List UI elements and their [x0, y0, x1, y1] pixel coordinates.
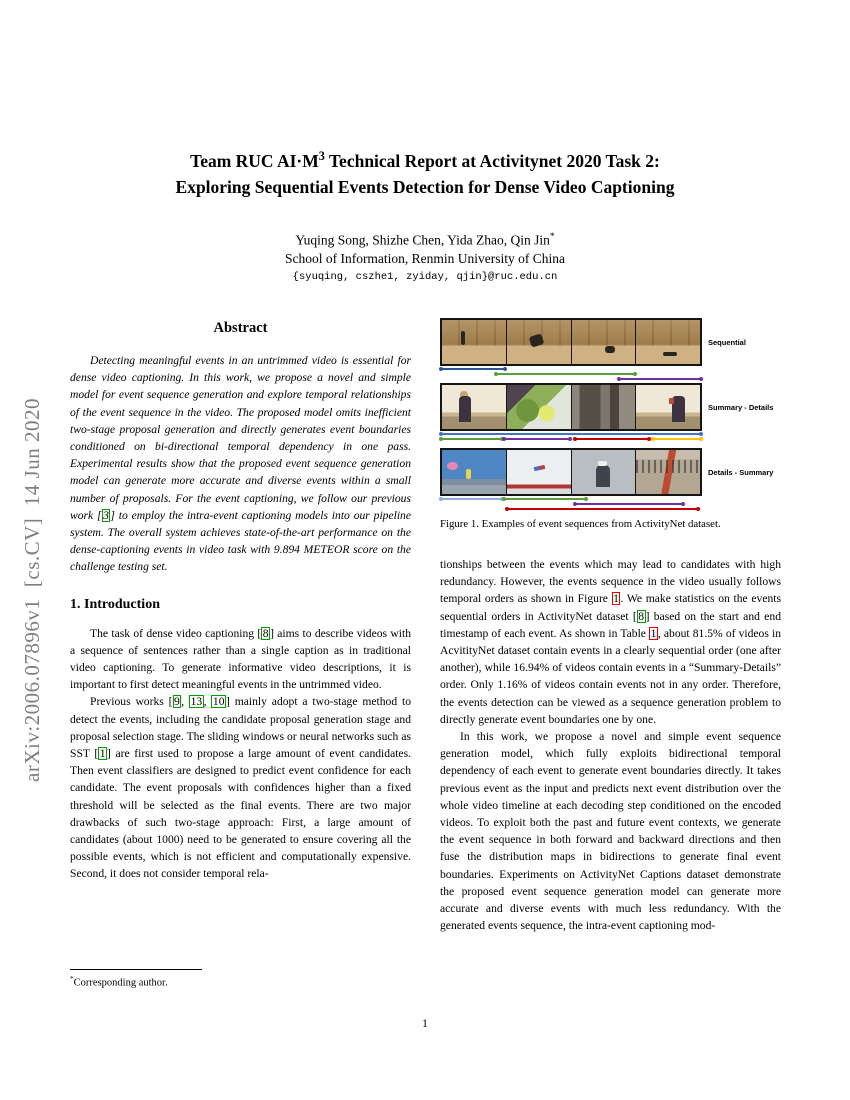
sequence-type-label: Summary - Details [708, 402, 774, 412]
event-endpoint-dot [681, 502, 685, 506]
intro-paragraph-2 [70, 693, 411, 882]
citation-link[interactable]: 10 [212, 695, 225, 709]
event-span [440, 433, 702, 435]
figure-rows [440, 318, 781, 513]
affiliation: School of Information, Renmin University of China [284, 250, 566, 266]
text-run: The task of dense video captioning [ [90, 626, 262, 640]
event-endpoint-dot [573, 437, 577, 441]
right-column [440, 318, 781, 934]
figure-row [440, 318, 781, 383]
sequence-type-label: Sequential [708, 337, 746, 347]
event-span [495, 373, 636, 375]
frame-woman-kitchen [442, 385, 506, 429]
event-span [574, 438, 650, 440]
figure-row [440, 383, 781, 448]
frame-interview-man [572, 450, 636, 494]
text-run: , about 81.5% of videos in AcvitityNet dataset contain events in a clearly sequential order (one after another), while 16.94% of videos contain events in a “Summary-Details” order. Only 1.16% of videos contain events not in any order. Therefore, the events detection can be viewed as a sequence generation problem to directly generate event boundaries one by one. [440, 626, 781, 726]
event-span [440, 438, 503, 440]
paper-title [0, 143, 850, 200]
event-endpoint-dot [439, 497, 443, 501]
footnote [70, 969, 411, 989]
superscript: * [549, 232, 555, 242]
citation-link[interactable]: 8 [638, 609, 645, 623]
event-endpoint-dot [439, 437, 443, 441]
sequence-type-label: Details - Summary [708, 467, 774, 477]
text-run: , [203, 695, 212, 709]
event-span [574, 503, 684, 505]
frame-dancer-leaping [507, 320, 571, 364]
event-endpoint-dot [699, 432, 703, 436]
citation-link[interactable]: 9 [174, 695, 180, 709]
text-run: Yuqing Song, Shizhe Chen, Yida Zhao, Qin Jin [295, 232, 550, 248]
event-endpoint-dot [439, 432, 443, 436]
author-block [0, 228, 850, 287]
section-heading-introduction: 1. Introduction [70, 596, 160, 612]
event-span [652, 438, 702, 440]
text-run: ] to employ the intra-event captioning models into our pipeline system. The overall system achieves state-of-the-art performance on the dense-captioning events in video task with 9.894 METEOR score on the challenge testing set. [70, 508, 411, 574]
footnote-rule [70, 969, 202, 970]
text-run: ] based on the start and end timestamp of each event. As shown in Table [440, 609, 781, 640]
event-endpoint-dot [696, 507, 700, 511]
abstract-text [70, 352, 411, 576]
frame-greens-closeup [507, 385, 571, 429]
event-endpoint-dot [502, 497, 506, 501]
text-run: Team RUC AI·M [190, 150, 319, 171]
figure-table-ref[interactable]: 1 [613, 592, 619, 606]
intro-paragraph-1 [70, 625, 411, 694]
event-endpoint-dot [584, 497, 588, 501]
frame-beach-crowd [636, 450, 700, 494]
event-timeline [440, 431, 702, 448]
right-paragraph-1 [440, 556, 781, 728]
event-endpoint-dot [651, 437, 655, 441]
event-endpoint-dot [647, 437, 651, 441]
text-run: , [181, 695, 190, 709]
abstract-heading: Abstract [213, 320, 268, 336]
citation-link[interactable]: 8 [262, 626, 269, 640]
event-endpoint-dot [502, 437, 506, 441]
frame-kite-sky [507, 450, 571, 494]
figure-table-ref[interactable]: 1 [650, 626, 657, 640]
text-run: In this work, we propose a novel and simple event sequence generation model, which fully exploits bidirectional temporal dependency of each event to generate event boundaries directly. It takes previous event as the input and predicts next event distribution over the whole video timeline at each decoding step conditioned on the encoded videos. To exploit both the past and future event contexts, we generate the event sequence in both forward and backward directions and then fuse the distribution maps in bidirections to generate final event boundaries. Experiments on ActivityNet Captions dataset demonstrate the proposed event sequence generation model can generate more accurate and diverse events with much less redundancy. With the generated events sequence, the intra-event captioning mod- [440, 730, 781, 933]
page-number: 1 [422, 1016, 428, 1030]
citation-link[interactable]: 1 [99, 747, 106, 761]
arxiv-banner: arXiv:2006.07896v1 [cs.CV] 14 Jun 2020 [20, 398, 44, 782]
frame-dancer-standing [442, 320, 506, 364]
event-endpoint-dot [505, 507, 509, 511]
video-frame-strip [440, 448, 702, 496]
event-timeline [440, 496, 702, 513]
citation-link[interactable]: 13 [190, 695, 203, 709]
right-paragraph-2 [440, 728, 781, 934]
event-timeline [440, 366, 702, 383]
title-line-2: Exploring Sequential Events Detection for Dense Video Captioning [175, 176, 675, 197]
text-run: tionships between the events which may lead to candidates with high redundancy. However, the events sequence in the video usually follows temporal orders as shown in Figure [440, 558, 781, 606]
video-frame-strip [440, 383, 702, 431]
event-span [440, 498, 503, 500]
event-endpoint-dot [633, 372, 637, 376]
event-endpoint-dot [573, 502, 577, 506]
frame-festival-stage [442, 450, 506, 494]
text-run: Previous works [ [90, 695, 173, 709]
superscript: 3 [318, 149, 325, 163]
figure-row [440, 448, 781, 513]
event-endpoint-dot [699, 377, 703, 381]
event-span [618, 378, 702, 380]
superscript: * [70, 974, 74, 983]
text-run: Detecting meaningful events in an untrimmed video is essential for dense video captioning. In this work, we propose a novel and simple model for event sequence generation and explore temporal relationships of the event sequence in the video. The proposed model omits inefficient two-stage proposal generation and directly generates event boundaries conditioned on bi-directional temporal dependency in one pass. Experimental results show that the proposed event sequence generation model can generate more accurate and diverse events within a small number of proposals. For the event captioning, we follow our previous work [ [70, 354, 411, 522]
frame-dancer-floorwork [572, 320, 636, 364]
frame-dancer-lying [636, 320, 700, 364]
frame-woman-drinking [636, 385, 700, 429]
email-line: {syuqing, cszhe1, zyiday, qjin}@ruc.edu.cn [292, 270, 558, 283]
author-names [0, 228, 850, 250]
figure-caption: Figure 1. Examples of event sequences from ActivityNet dataset. [440, 518, 721, 530]
text-run: ] aims to describe videos with a sequence of sentences rather than a single caption as in traditional video captioning. To generate informative video descriptions, it is important to first detect meaningful events in the untrimmed video. [70, 626, 411, 692]
text-run: ] are first used to propose a large amount of event candidates. Then event classifiers are designed to predict event confidence for each candidate. The event proposals with confidences higher than a fixed threshold will be selected as the final events. There are two major drawbacks of such two-stage approach: First, a large amount of candidates (about 1000) need to be generated to ensure covering all the possible events, which is not efficient and computationally expensive. Second, it does not consider temporal rela- [70, 747, 411, 881]
event-endpoint-dot [617, 377, 621, 381]
event-span [503, 438, 571, 440]
text-run: ] mainly adopt a two-stage method to detect the events, including the candidate proposal generation stage and proposal selection stage. The sliding windows or neural networks such as SST [ [70, 695, 412, 761]
event-span [506, 508, 700, 510]
event-endpoint-dot [568, 437, 572, 441]
event-span [503, 498, 587, 500]
citation-link[interactable]: 3 [103, 508, 109, 522]
figure-1 [440, 318, 781, 530]
frame-juicer-closeup [572, 385, 636, 429]
event-endpoint-dot [699, 437, 703, 441]
event-span [440, 368, 506, 370]
text-run: Technical Report at Activitynet 2020 Task 2: [324, 150, 660, 171]
left-column [70, 318, 411, 883]
video-frame-strip [440, 318, 702, 366]
event-endpoint-dot [494, 372, 498, 376]
event-endpoint-dot [503, 367, 507, 371]
title-line-1 [0, 143, 850, 174]
text-run: . We make statistics on the events sequential orders in ActivityNet dataset [ [440, 592, 781, 623]
event-endpoint-dot [439, 367, 443, 371]
footnote-text [70, 974, 411, 989]
text-run: Corresponding author. [73, 977, 168, 989]
